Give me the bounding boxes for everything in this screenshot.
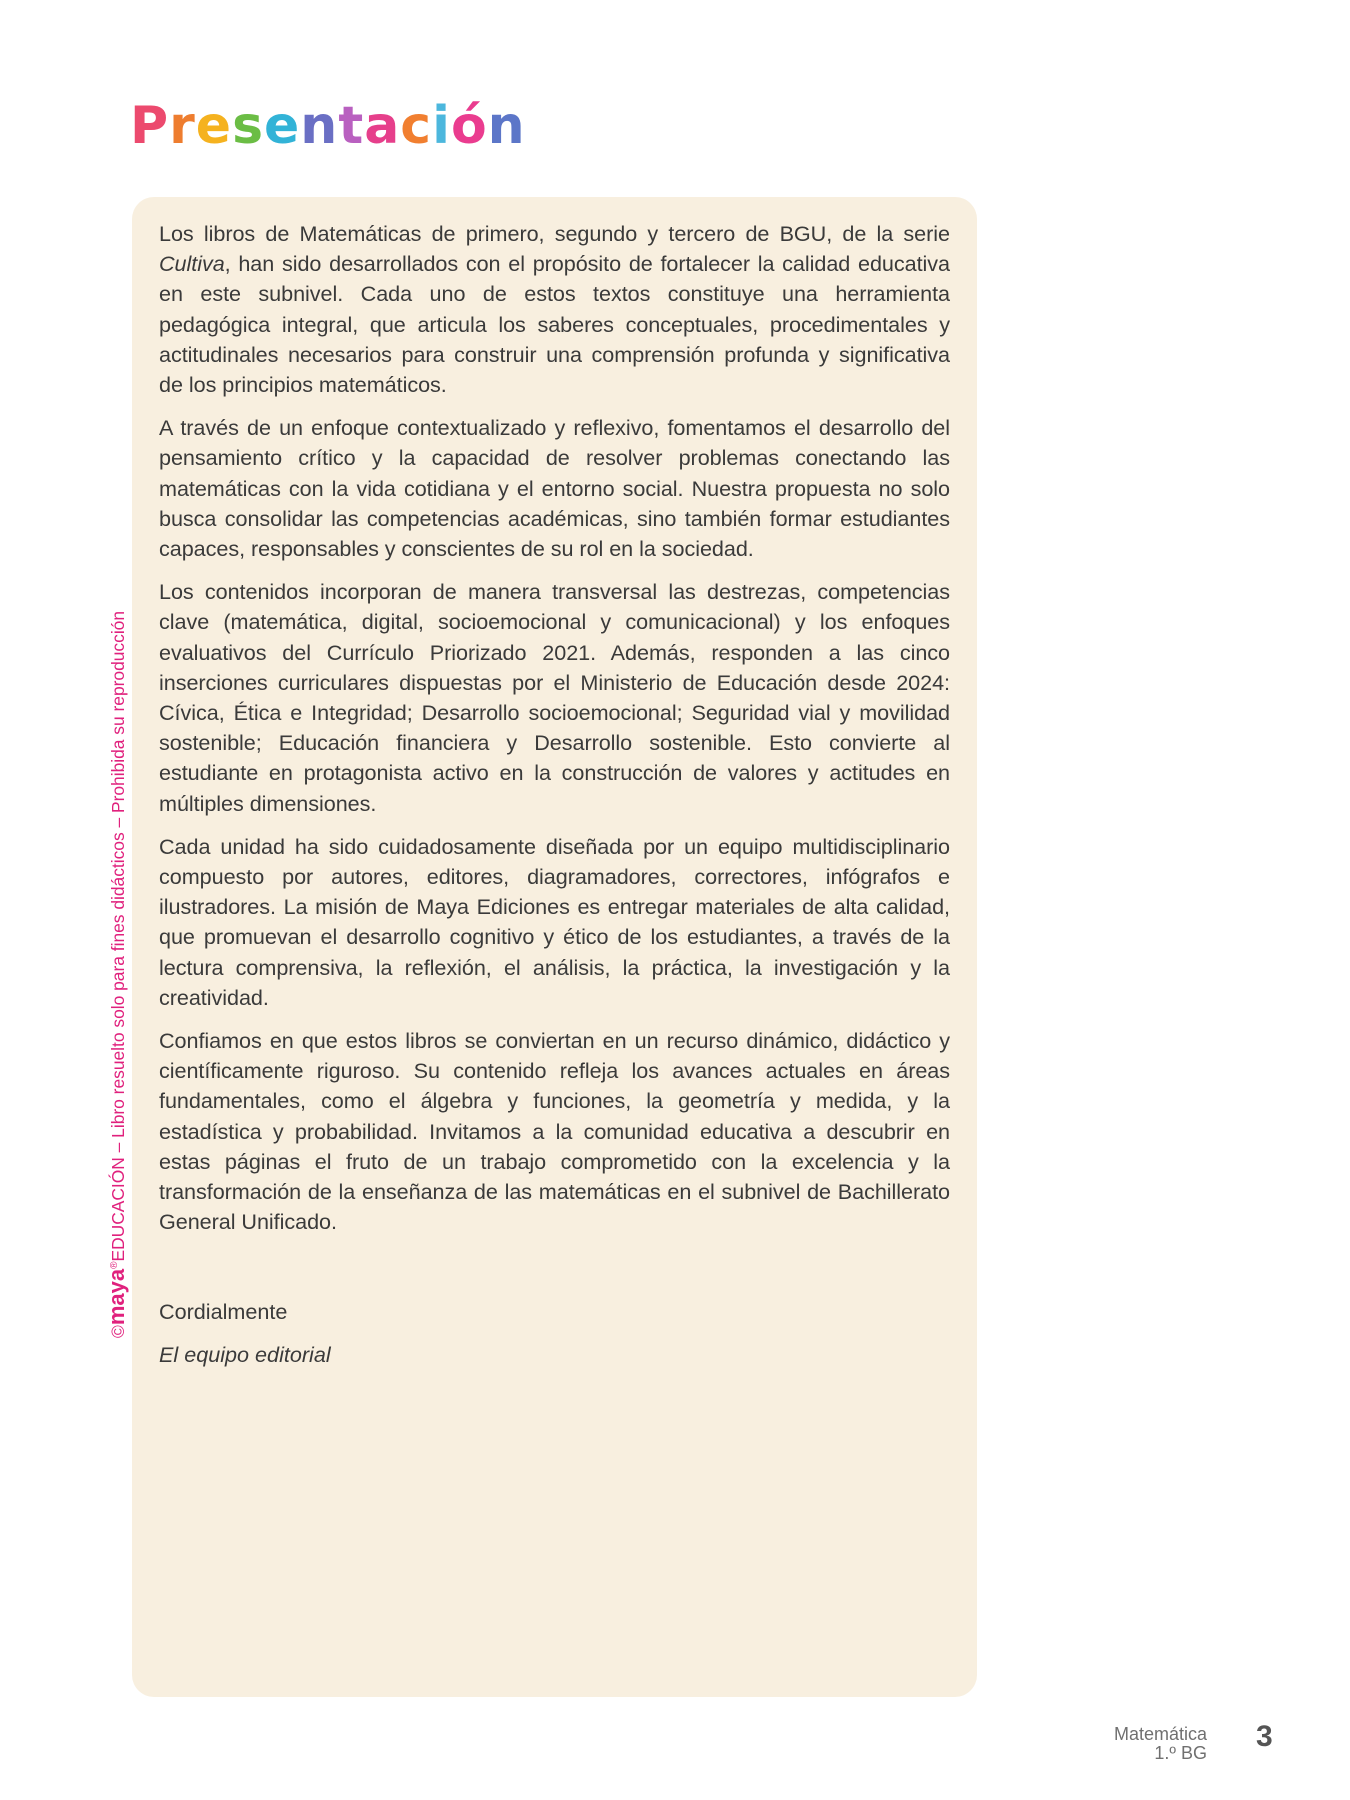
- footer-subject: [1114, 1725, 1207, 1763]
- paragraph-1-start: Los libros de Matemáticas de primero, segundo y tercero de BGU, de la serie: [159, 221, 950, 246]
- copyright-symbol: ©: [107, 1325, 128, 1338]
- series-name: Cultiva: [159, 251, 225, 277]
- title-letter: s: [232, 96, 265, 156]
- closing: [159, 1290, 950, 1376]
- paragraph-2: A través de un enfoque contextualizado y reflexivo, fomentamos el desarrollo del pensamiento crítico y la capacidad de resolver problemas conectando las matemáticas con la vida cotidiana y el entorno social. Nuestra propuesta no solo busca consolidar las competencias académicas, sino también formar estudiantes capaces, responsables y conscientes de su rol en la sociedad.: [159, 415, 950, 562]
- copyright-notice: [103, 488, 127, 1338]
- title-letter: ó: [450, 96, 488, 156]
- maya-logo: maya: [103, 1268, 129, 1326]
- title-letter: r: [169, 96, 196, 156]
- paragraph-4: Cada unidad ha sido cuidadosamente diseñada por un equipo multidisciplinario compuesto por autores, editores, diagramadores, correctores, infógrafos e ilustradores. La misión de Maya Ediciones es entregar materiales de alta calidad, que promuevan el desarrollo cognitivo y ético de los estudiantes, a través de la lectura comprensiva, la reflexión, el análisis, la práctica, la investigación y la creatividad.: [159, 833, 950, 1010]
- registered-mark: ®: [109, 1261, 120, 1269]
- title-letter: n: [487, 96, 526, 156]
- copyright-text: EDUCACIÓN – Libro resuelto solo para fines didácticos – Prohibida su reproducción: [107, 610, 128, 1262]
- signature: El equipo editorial: [159, 1341, 331, 1367]
- page-title: [130, 96, 526, 156]
- paragraph-1-end: , han sido desarrollados con el propósito de fortalecer la calidad educativa en este subnivel. Cada uno de estos textos constituye una herramienta pedagógica integral, que articula los saberes conceptuales, procedimentales y actitudinales necesarios para construir una comprensión profunda y significativa de los principios matemáticos.: [159, 251, 950, 398]
- paragraph-5: Confiamos en que estos libros se conviertan en un recurso dinámico, didáctico y científicamente riguroso. Su contenido refleja los avances actuales en áreas fundamentales, como el álgebra y funciones, la geometría y medida, y la estadística y probabilidad. Invitamos a la comunidad educativa a descubrir en estas páginas el fruto de un trabajo comprometido con la excelencia y la transformación de la enseñanza de las matemáticas en el subnivel de Bachillerato General Unificado.: [159, 1028, 950, 1235]
- presentation-panel: [132, 197, 977, 1697]
- paragraph-1: [159, 219, 950, 400]
- closing-salutation: Cordialmente: [159, 1298, 288, 1324]
- subject-name: Matemática: [1113, 1724, 1207, 1744]
- title-letter: a: [364, 96, 401, 156]
- page-number: 3: [1256, 1720, 1273, 1753]
- paragraph-3: Los contenidos incorporan de manera transversal las destrezas, competencias clave (matemática, digital, socioemocional y comunicacional) y los enfoques evaluativos del Currículo Priorizado 2021. Además, responden a las cinco inserciones curriculares dispuestas por el Ministerio de Educación desde 2024: Cívica, Ética e Integridad; Desarrollo socioemocional; Seguridad vial y movilidad sostenible; Educación financiera y Desarrollo sostenible. Esto convierte al estudiante en protagonista activo en la construcción de valores y actitudes en múltiples dimensiones.: [159, 579, 950, 816]
- course-level: 1.º BG: [1154, 1743, 1207, 1763]
- title-letter: e: [195, 96, 233, 156]
- title-letter: e: [264, 96, 301, 156]
- title-letter: n: [300, 96, 339, 156]
- title-letter: i: [432, 96, 451, 156]
- title-letter: t: [338, 96, 365, 156]
- title-letter: c: [400, 96, 433, 156]
- title-letter: P: [130, 96, 170, 156]
